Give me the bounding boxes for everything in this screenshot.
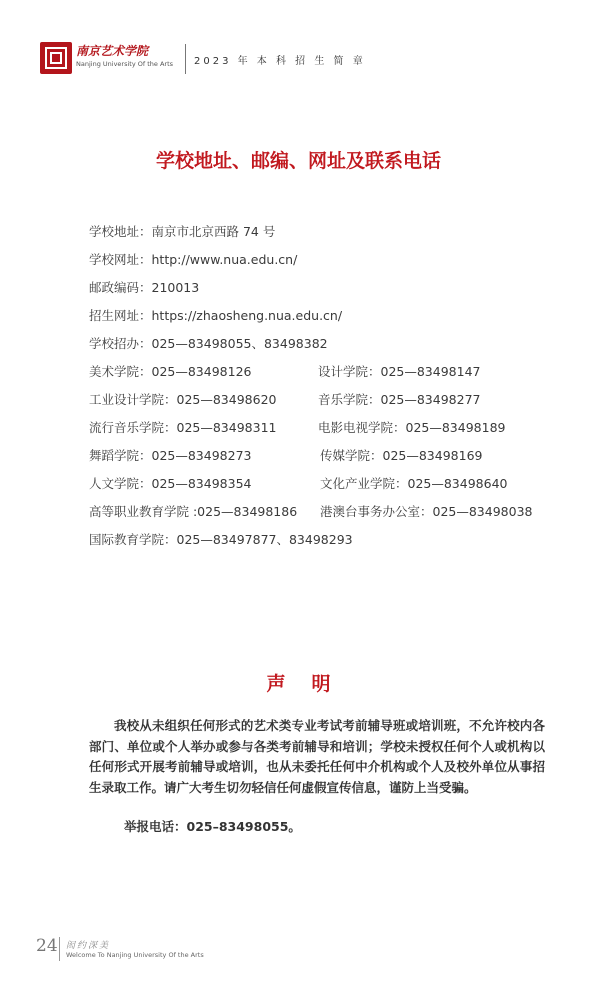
design-phone: 设计学院：025—83498147 bbox=[318, 364, 481, 379]
footer-slogan-en: Welcome To Nanjing University Of the Arts bbox=[66, 951, 204, 959]
postcode-line: 邮政编码：210013 bbox=[89, 280, 200, 295]
music-phone: 音乐学院：025—83498277 bbox=[318, 392, 481, 407]
header-divider bbox=[185, 44, 186, 74]
contact-section-title: 学校地址、邮编、网址及联系电话 bbox=[155, 150, 441, 172]
popular-music-phone: 流行音乐学院：025—83498311 bbox=[89, 420, 277, 435]
fine-arts-phone: 美术学院：025—83498126 bbox=[89, 364, 252, 379]
industrial-design-phone: 工业设计学院：025—83498620 bbox=[89, 392, 277, 407]
university-seal-logo bbox=[40, 42, 72, 74]
footer-slogan-cn: 闳约深美 bbox=[66, 941, 111, 951]
admissions-site-line: 招生网址：https://zhaosheng.nua.edu.cn/ bbox=[89, 308, 343, 323]
admissions-office-line: 学校招办：025—83498055、83498382 bbox=[89, 336, 328, 351]
cultural-industry-phone: 文化产业学院：025—83498640 bbox=[320, 476, 508, 491]
logo-name-en: Nanjing University Of the Arts bbox=[76, 60, 174, 68]
declaration-title: 声明 bbox=[266, 673, 357, 695]
media-phone: 传媒学院：025—83498169 bbox=[320, 448, 483, 463]
logo-name-cn: 南京艺术学院 bbox=[76, 44, 149, 58]
international-phone: 国际教育学院：025—83497877、83498293 bbox=[89, 532, 353, 547]
footer-divider bbox=[59, 937, 60, 961]
film-tv-phone: 电影电视学院：025—83498189 bbox=[318, 420, 506, 435]
page-number: 24 bbox=[36, 936, 58, 956]
hk-macao-taiwan-phone: 港澳台事务办公室：025—83498038 bbox=[320, 504, 533, 519]
website-line: 学校网址：http://www.nua.edu.cn/ bbox=[89, 252, 298, 267]
address-line: 学校地址：南京市北京西路 74 号 bbox=[89, 224, 276, 239]
report-phone: 举报电话：025–83498055。 bbox=[124, 819, 301, 834]
declaration-body: 我校从未组织任何形式的艺术类专业考试考前辅导班或培训班，不允许校内各部门、单位或个人举办或参与各类考前辅导和培训；学校未授权任何个人或机构以任何形式开展考前辅导或培训，也从未委托任何中介机构或个人及校外单位从事招生录取工作。请广大考生切勿轻信任何虚假宣传信息，谨防上当受骗。 bbox=[89, 718, 545, 796]
humanities-phone: 人文学院：025—83498354 bbox=[89, 476, 252, 491]
dance-phone: 舞蹈学院：025—83498273 bbox=[89, 448, 252, 463]
vocational-phone: 高等职业教育学院 :025—83498186 bbox=[89, 504, 298, 519]
header-title: 2023 年 本 科 招 生 简 章 bbox=[194, 56, 366, 67]
